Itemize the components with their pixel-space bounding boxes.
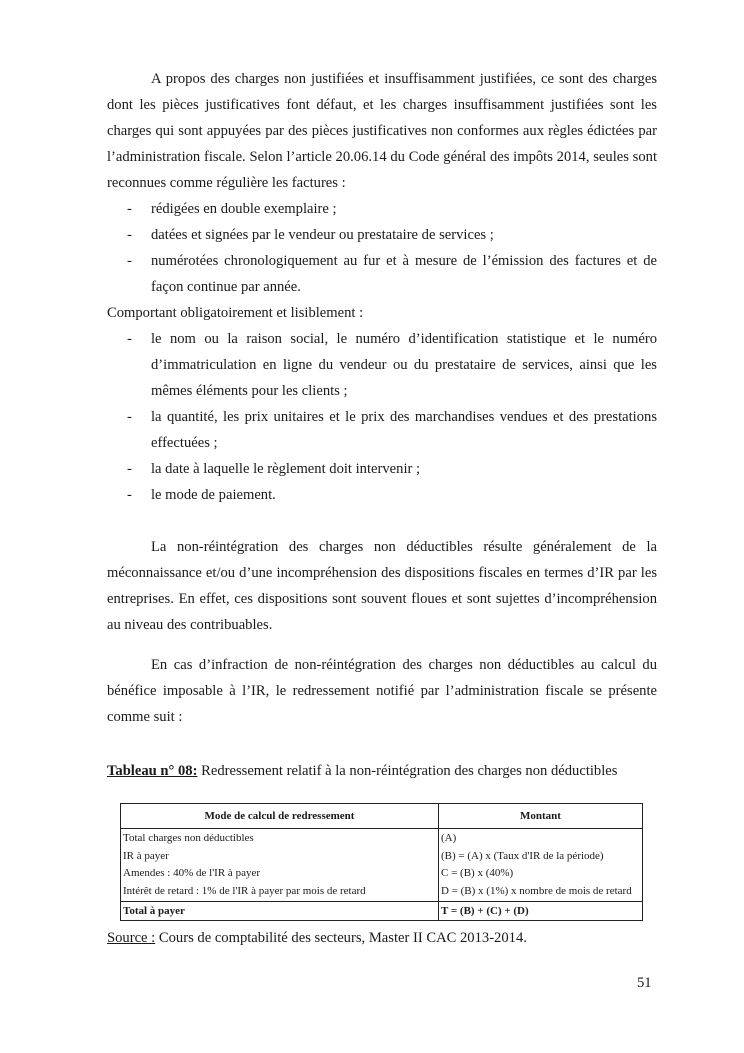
table-caption-label: Tableau n° 08: [107,763,198,779]
table-cell: IR à payer [123,849,169,862]
paragraph-comportant: Comportant obligatoirement et lisiblement : [107,305,364,321]
bullet-dash: - [127,201,132,217]
redressement-table [120,803,643,921]
source-label: Source : [107,930,156,946]
table-body-row [121,829,643,902]
table-total-formula: T = (B) + (C) + (D) [439,902,643,921]
list-item-text: datées et signées par le vendeur ou prestataire de services ; [151,227,494,243]
table-total-row [121,902,643,921]
list-item [107,456,657,482]
paragraph-charges-justifiees: A propos des charges non justifiées et insuffisamment justifiées, ce sont des charges dont les pièces justificatives font défaut, et les charges insuffisamment justifiées sont les charges qui sont appuyées par des pièces justificatives non conformes aux règles édictées par l’administration fiscale. Selon l’article 20.06.14 du Code général des impôts 2014, seules sont reconnues comme régulière les factures : [107,71,657,191]
list-item-text: le mode de paiement. [151,487,276,503]
paragraph-infraction: En cas d’infraction de non-réintégration des charges non déductibles au calcul du bénéfice imposable à l’IR, le redressement notifié par l’administration fiscale se présente comme suit : [107,657,657,725]
list-mentions-obligatoires [107,326,657,508]
table-cell: D = (B) x (1%) x nombre de mois de retard [441,884,632,897]
list-item [107,248,657,300]
list-item [107,482,657,508]
table-cell: C = (B) x (40%) [441,867,514,879]
source-text: Cours de comptabilité des secteurs, Master II CAC 2013-2014. [155,930,527,946]
bullet-dash: - [127,331,132,347]
table-header-row [121,804,643,829]
list-item [107,222,657,248]
bullet-dash: - [127,227,132,243]
bullet-dash: - [127,461,132,477]
table-caption [107,758,667,784]
list-item [107,326,657,404]
table-cell: Amendes : 40% de l'IR à payer [123,867,260,879]
table-cell: Total charges non déductibles [123,832,254,844]
table-cell: (B) = (A) x (Taux d'IR de la période) [441,849,604,862]
list-item-text: numérotées chronologiquement au fur et à mesure de l’émission des factures et de façon continue par année. [151,253,657,295]
table-cell: (A) [441,832,457,844]
list-item [107,196,657,222]
bullet-dash: - [127,253,132,269]
table-header-mode: Mode de calcul de redressement [121,804,439,829]
table-cell-montants [439,829,643,902]
source-line [107,925,527,951]
bullet-dash: - [127,487,132,503]
table-cell-modes [121,829,439,902]
list-item-text: la date à laquelle le règlement doit intervenir ; [151,461,421,477]
list-conditions-factures [107,196,657,300]
table-caption-text: Redressement relatif à la non-réintégration des charges non déductibles [197,763,618,779]
table-cell: Intérêt de retard : 1% de l'IR à payer par mois de retard [123,884,366,897]
paragraph-non-reintegration: La non-réintégration des charges non déductibles résulte généralement de la méconnaissance et/ou d’une incompréhension des dispositions fiscales en termes d’IR par les entreprises. En effet, ces dispositions sont souvent floues et sont sujettes d’incompréhension au niveau des contribuables. [107,539,657,633]
list-item-text: rédigées en double exemplaire ; [151,201,337,217]
table-total-label: Total à payer [121,902,439,921]
table-header-montant: Montant [439,804,643,829]
page-number: 51 [637,975,652,991]
bullet-dash: - [127,409,132,425]
list-item [107,404,657,456]
list-item-text: la quantité, les prix unitaires et le prix des marchandises vendues et des prestations effectuées ; [151,409,657,451]
list-item-text: le nom ou la raison social, le numéro d’identification statistique et le numéro d’immatriculation en ligne du vendeur ou du prestataire de services, ainsi que les mêmes éléments pour les clients ; [151,331,657,399]
